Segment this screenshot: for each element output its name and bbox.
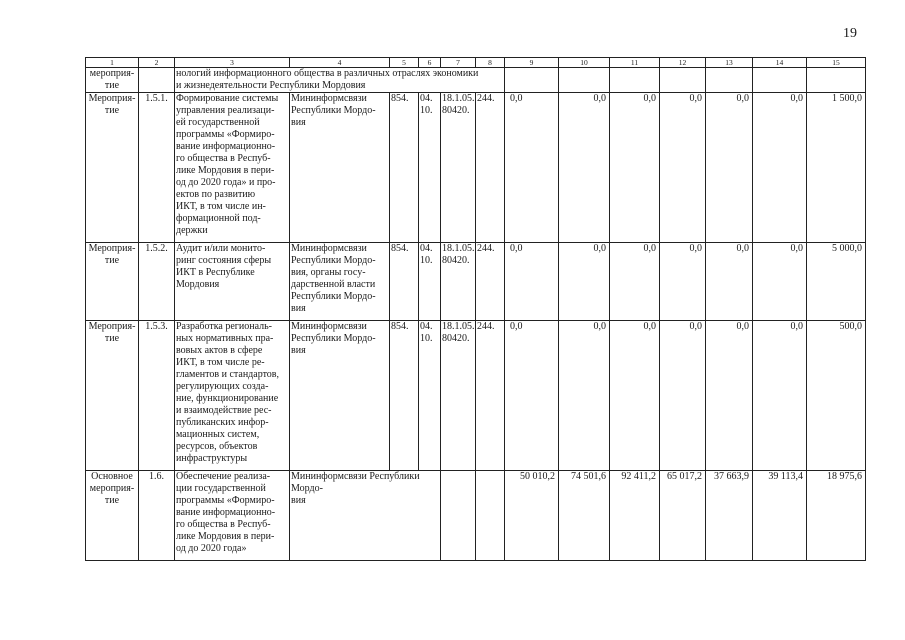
csr-cell: 18.1.05. 80420.: [441, 243, 476, 321]
value-cell: 5 000,0: [807, 243, 866, 321]
header-row: [86, 58, 866, 68]
value-cell: 1 500,0: [807, 93, 866, 243]
empty-cell: [753, 68, 807, 93]
header-cell: 13: [706, 58, 753, 68]
value-cell: 500,0: [807, 321, 866, 471]
executor-cell: Мининформсвязи Республики Мордо- вия: [290, 321, 390, 471]
value-cell: 18 975,6: [807, 471, 866, 561]
continuation-row: [86, 68, 866, 93]
continuation-text: нологий информационного общества в различных отраслях экономики и жизнедеятельности Республики Мордовия: [175, 68, 505, 93]
empty-cell: [441, 471, 476, 561]
header-cell: 2: [139, 58, 175, 68]
header-cell: 1: [86, 58, 139, 68]
header-cell: 11: [610, 58, 660, 68]
table-row: [86, 321, 866, 471]
header-cell: 10: [559, 58, 610, 68]
code-cell: [139, 68, 175, 93]
vr-cell: 244.: [476, 93, 505, 243]
value-cell: 0,0: [610, 243, 660, 321]
executor-cell: Мининформсвязи Республики Мордо- вия: [290, 93, 390, 243]
value-cell: 0,0: [753, 93, 807, 243]
grbs-cell: 854.: [390, 243, 419, 321]
vr-cell: 244.: [476, 243, 505, 321]
table-row: [86, 471, 866, 561]
budget-table: [85, 57, 866, 561]
value-cell: 0,0: [505, 243, 559, 321]
value-cell: 0,0: [559, 243, 610, 321]
value-cell: 0,0: [610, 321, 660, 471]
value-cell: 37 663,9: [706, 471, 753, 561]
value-cell: 74 501,6: [559, 471, 610, 561]
value-cell: 39 113,4: [753, 471, 807, 561]
value-cell: 0,0: [505, 321, 559, 471]
header-cell: 6: [419, 58, 441, 68]
type-cell: Мероприя- тие: [86, 243, 139, 321]
header-cell: 12: [660, 58, 706, 68]
header-cell: 15: [807, 58, 866, 68]
value-cell: 0,0: [610, 93, 660, 243]
table-row: [86, 93, 866, 243]
value-cell: 0,0: [753, 243, 807, 321]
empty-cell: [660, 68, 706, 93]
rzpr-cell: 04. 10.: [419, 321, 441, 471]
value-cell: 0,0: [660, 243, 706, 321]
table-row: [86, 243, 866, 321]
name-cell: Разработка региональ- ных нормативных пра- вовых актов в сфере ИКТ, в том числе ре- гламентов и стандартов, регулирующих созда- ние, функционирование и взаимодействие рес- публиканских инфор- мационных систем, ресурсов, объектов инфраструктуры: [175, 321, 290, 471]
name-cell: Формирование системы управления реализаци- ей государственной программы «Формиро- вание информационно- го общества в Респуб- лике Мордовия в пери- од до 2020 года» и про- ектов по развитию ИКТ, в том числе ин- формационной под- держки: [175, 93, 290, 243]
empty-cell: [476, 471, 505, 561]
value-cell: 0,0: [559, 321, 610, 471]
executor-cell: Мининформсвязи Республики Мордо- вия: [290, 471, 441, 561]
header-cell: 5: [390, 58, 419, 68]
value-cell: 0,0: [660, 93, 706, 243]
header-cell: 14: [753, 58, 807, 68]
name-cell: Обеспечение реализа- ции государственной программы «Формиро- вание информационно- го общества в Респуб- лике Мордовия в пери- од до 2020 года»: [175, 471, 290, 561]
value-cell: 0,0: [505, 93, 559, 243]
header-cell: 4: [290, 58, 390, 68]
header-cell: 9: [505, 58, 559, 68]
grbs-cell: 854.: [390, 93, 419, 243]
page-number: 19: [843, 26, 857, 41]
vr-cell: 244.: [476, 321, 505, 471]
header-cell: 3: [175, 58, 290, 68]
empty-cell: [505, 68, 559, 93]
code-cell: 1.5.1.: [139, 93, 175, 243]
executor-cell: Мининформсвязи Республики Мордо- вия, органы госу- дарственной власти Республики Мордо- вия: [290, 243, 390, 321]
value-cell: 65 017,2: [660, 471, 706, 561]
header-cell: 7: [441, 58, 476, 68]
rzpr-cell: 04. 10.: [419, 93, 441, 243]
value-cell: 0,0: [706, 321, 753, 471]
csr-cell: 18.1.05. 80420.: [441, 93, 476, 243]
empty-cell: [559, 68, 610, 93]
value-cell: 0,0: [706, 243, 753, 321]
code-cell: 1.5.3.: [139, 321, 175, 471]
empty-cell: [706, 68, 753, 93]
name-cell: Аудит и/или монито- ринг состояния сферы ИКТ в Республике Мордовия: [175, 243, 290, 321]
type-cell: Мероприя- тие: [86, 93, 139, 243]
value-cell: 92 411,2: [610, 471, 660, 561]
value-cell: 0,0: [753, 321, 807, 471]
type-cell: Основное мероприя- тие: [86, 471, 139, 561]
code-cell: 1.5.2.: [139, 243, 175, 321]
csr-cell: 18.1.05. 80420.: [441, 321, 476, 471]
value-cell: 0,0: [559, 93, 610, 243]
value-cell: 0,0: [660, 321, 706, 471]
grbs-cell: 854.: [390, 321, 419, 471]
code-cell: 1.6.: [139, 471, 175, 561]
value-cell: 50 010,2: [505, 471, 559, 561]
value-cell: 0,0: [706, 93, 753, 243]
type-cell: Мероприя- тие: [86, 321, 139, 471]
header-cell: 8: [476, 58, 505, 68]
rzpr-cell: 04. 10.: [419, 243, 441, 321]
type-cell: мероприя- тие: [86, 68, 139, 93]
empty-cell: [610, 68, 660, 93]
empty-cell: [807, 68, 866, 93]
